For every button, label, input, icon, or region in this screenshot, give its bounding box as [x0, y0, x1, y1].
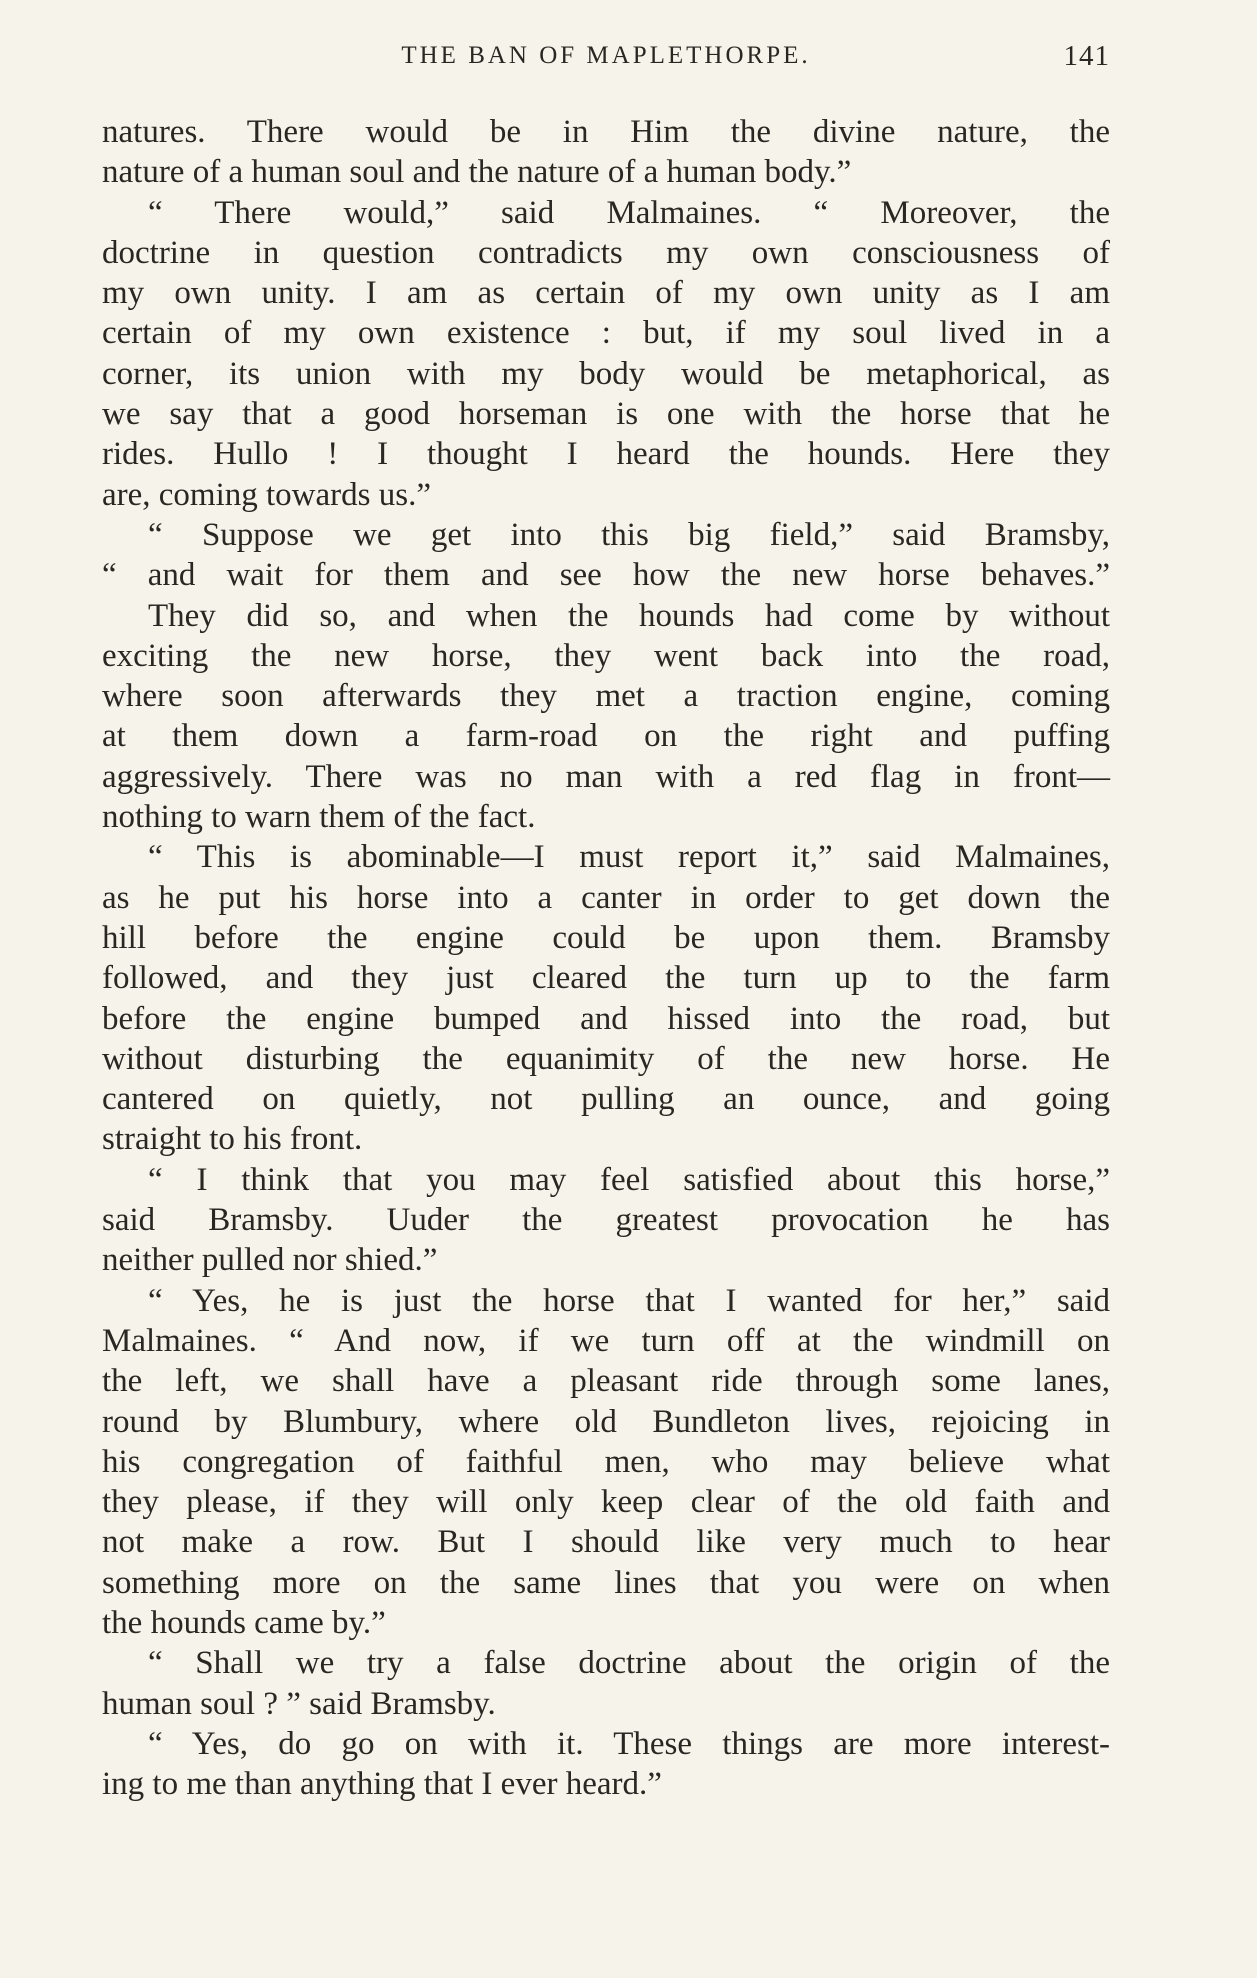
text-line: they please, if they will only keep clear of the old faith and — [102, 1484, 1110, 1521]
text-line: we say that a good horseman is one with the horse that he — [102, 396, 1110, 433]
text-line: ing to me than anything that I ever heard.” — [102, 1766, 662, 1803]
text-line: followed, and they just cleared the turn up to the farm — [102, 960, 1110, 997]
text-line: said Bramsby. Uuder the greatest provocation he has — [102, 1202, 1110, 1239]
text-line: not make a row. But I should like very much to hear — [102, 1524, 1110, 1561]
text-line: Malmaines. “ And now, if we turn off at the windmill on — [102, 1322, 1110, 1359]
text-line: natures. There would be in Him the divine nature, the — [102, 114, 1110, 150]
text-line: neither pulled nor shied.” — [102, 1242, 438, 1279]
text-line: aggressively. There was no man with a red flag in front— — [102, 758, 1110, 795]
text-line: as he put his horse into a canter in order to get down the — [102, 879, 1110, 916]
text-line: nothing to warn them of the fact. — [102, 799, 536, 836]
text-line: corner, its union with my body would be metaphorical, as — [102, 355, 1110, 392]
text-line: cantered on quietly, not pulling an ounce, and going — [102, 1081, 1110, 1118]
text-line: exciting the new horse, they went back into the road, — [102, 637, 1110, 674]
text-line: the hounds came by.” — [102, 1604, 386, 1641]
text-line: “ Yes, he is just the horse that I wanted for her,” said — [148, 1282, 1110, 1319]
text-line: “ I think that you may feel satisfied about this horse,” — [148, 1161, 1110, 1198]
text-line: “ Shall we try a false doctrine about the origin of the — [148, 1645, 1110, 1682]
text-line: are, coming towards us.” — [102, 476, 431, 513]
page-number: 141 — [1063, 40, 1110, 72]
text-line: They did so, and when the hounds had come by without — [148, 597, 1110, 634]
text-line: “ There would,” said Malmaines. “ Moreover, the — [148, 194, 1110, 231]
text-line: the left, we shall have a pleasant ride through some lanes, — [102, 1363, 1110, 1400]
running-title: THE BAN OF MAPLETHORPE. — [401, 42, 811, 69]
text-line: “ Yes, do go on with it. These things are more interest- — [148, 1725, 1110, 1762]
text-line: straight to his front. — [102, 1121, 363, 1158]
text-line: “ and wait for them and see how the new horse behaves.” — [102, 557, 1110, 594]
running-head — [102, 38, 1110, 78]
text-line: doctrine in question contradicts my own consciousness of — [102, 234, 1110, 271]
text-line: human soul ? ” said Bramsby. — [102, 1685, 496, 1722]
text-line: round by Blumbury, where old Bundleton lives, rejoicing in — [102, 1403, 1110, 1440]
text-line: at them down a farm-road on the right and puffing — [102, 718, 1110, 755]
text-line: certain of my own existence : but, if my soul lived in a — [102, 315, 1110, 352]
text-line: my own unity. I am as certain of my own unity as I am — [102, 275, 1110, 312]
text-line: before the engine bumped and hissed into the road, but — [102, 1000, 1110, 1037]
text-line: something more on the same lines that you were on when — [102, 1564, 1110, 1601]
text-line: “ Suppose we get into this big field,” said Bramsby, — [148, 516, 1110, 553]
text-line: his congregation of faithful men, who may believe what — [102, 1443, 1110, 1480]
text-line: “ This is abominable—I must report it,” said Malmaines, — [148, 839, 1110, 876]
text-line: nature of a human soul and the nature of a human body.” — [102, 154, 852, 191]
text-line: without disturbing the equanimity of the new horse. He — [102, 1040, 1110, 1077]
body-text — [102, 112, 1110, 1804]
text-line: where soon afterwards they met a traction engine, coming — [102, 678, 1110, 715]
text-line: rides. Hullo ! I thought I heard the hounds. Here they — [102, 436, 1110, 473]
text-line: hill before the engine could be upon them. Bramsby — [102, 919, 1110, 956]
